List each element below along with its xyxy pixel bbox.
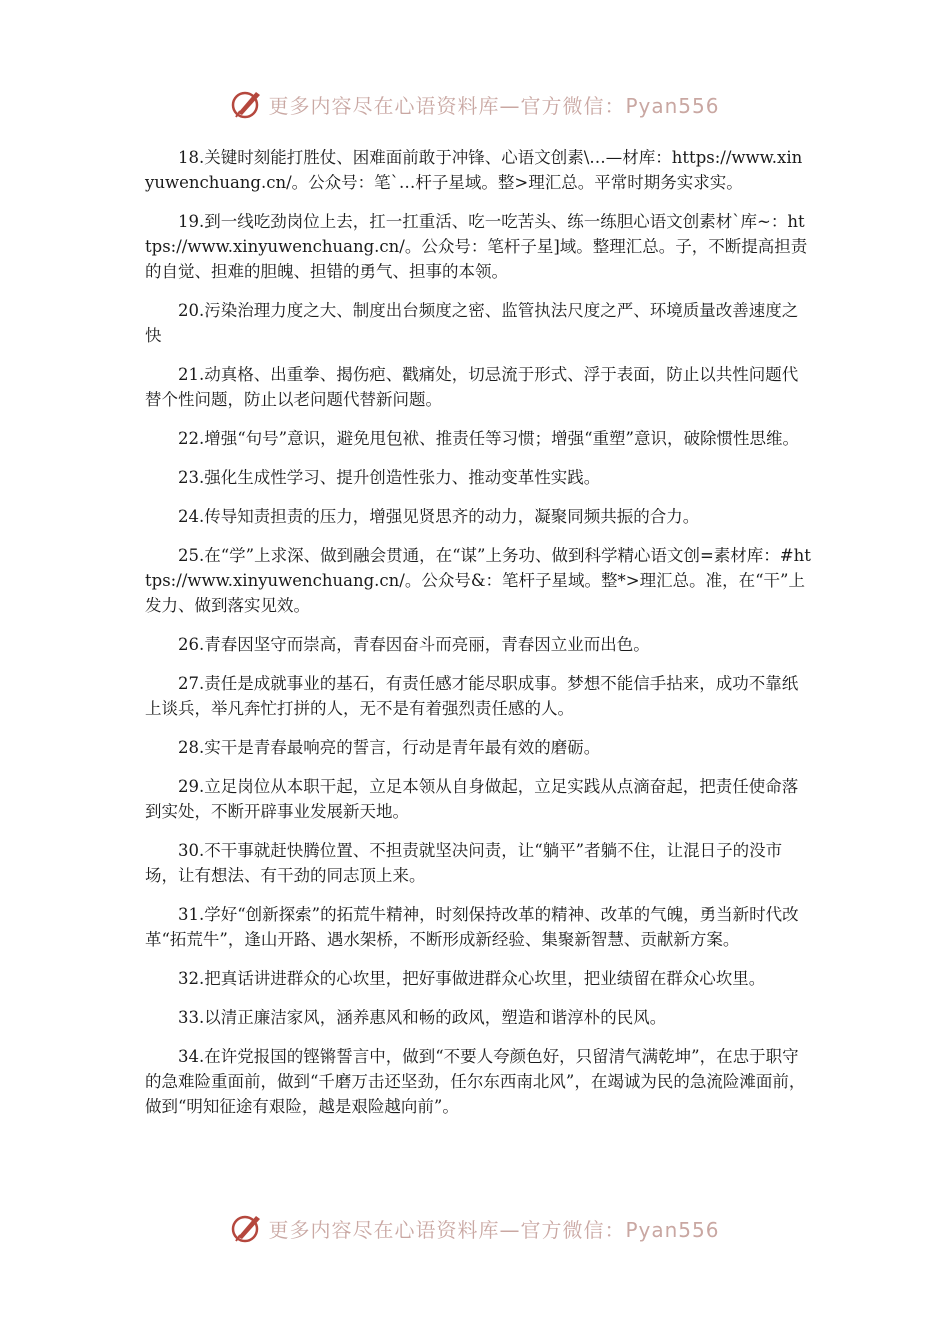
banner-text: 更多内容尽在心语资料库—官方微信：Pyan556 <box>268 93 720 118</box>
list-item: 29.立足岗位从本职干起，立足本领从自身做起，立足实践从点滴奋起，把责任使命落到实处，不断开辟事业发展新天地。 <box>145 777 799 821</box>
quill-logo-icon <box>230 87 264 121</box>
banner-text: 更多内容尽在心语资料库—官方微信：Pyan556 <box>268 1217 720 1242</box>
list-item: 25.在“学”上求深、做到融会贯通，在“谋”上务功、做到科学精心语文创=素材库：#https://www.xinyuwenchuang.cn/。公众号&：笔杆子星域。整*>理汇总。准，在“干”上发力、做到落实见效。 <box>145 546 811 615</box>
list-item: 27.责任是成就事业的基石，有责任感才能尽职成事。梦想不能信手拈来，成功不靠纸上谈兵，举凡奔忙打拼的人，无不是有着强烈责任感的人。 <box>145 674 799 718</box>
list-item: 24.传导知责担责的压力，增强见贤思齐的动力，凝聚同频共振的合力。 <box>178 507 700 526</box>
list-item: 32.把真话讲进群众的心坎里，把好事做进群众心坎里，把业绩留在群众心坎里。 <box>178 969 766 988</box>
footer-banner <box>0 1208 950 1248</box>
list-item: 19.到一线吃劲岗位上去，扛一扛重活、吃一吃苦头、练一练胆心语文创素材`库~：https://www.xinyuwenchuang.cn/。公众号：笔杆子星]域。整理汇总。子，不断提高担责的自觉、担难的胆魄、担错的勇气、担事的本领。 <box>145 212 808 281</box>
list-item: 30.不干事就赶快腾位置、不担责就坚决问责，让“躺平”者躺不住，让混日子的没市场，让有想法、有干劲的同志顶上来。 <box>145 841 783 885</box>
list-item: 23.强化生成性学习、提升创造性张力、推动变革性实践。 <box>178 468 601 487</box>
list-item: 18.关键时刻能打胜仗、困难面前敢于冲锋、心语文创素\…—材库：https://www.xinyuwenchuang.cn/。公众号：笔`…杆子星域。整>理汇总。平常时期务实求实。 <box>145 148 803 192</box>
list-item: 31.学好“创新探索”的拓荒牛精神，时刻保持改革的精神、改革的气魄，勇当新时代改革“拓荒牛”，逢山开路、遇水架桥，不断形成新经验、集聚新智慧、贡献新方案。 <box>145 905 799 949</box>
list-item: 34.在许党报国的铿锵誓言中，做到“不要人夸颜色好，只留清气满乾坤”，在忠于职守的急难险重面前，做到“千磨万击还坚劲，任尔东西南北风”，在竭诚为民的急流险滩面前，做到“明知征途有艰险，越是艰险越向前”。 <box>145 1047 806 1116</box>
header-banner <box>0 84 950 124</box>
list-item: 33.以清正廉洁家风，涵养惠风和畅的政风，塑造和谐淳朴的民风。 <box>178 1008 667 1027</box>
quill-logo-icon <box>230 1211 264 1245</box>
list-item: 22.增强“句号”意识，避免甩包袱、推责任等习惯；增强“重塑”意识，破除惯性思维。 <box>178 429 799 448</box>
list-item: 26.青春因坚守而崇高，青春因奋斗而亮丽，青春因立业而出色。 <box>178 635 650 654</box>
document-body <box>145 145 811 1133</box>
list-item: 20.污染治理力度之大、制度出台频度之密、监管执法尺度之严、环境质量改善速度之快 <box>145 301 799 345</box>
list-item: 21.动真格、出重拳、揭伤疤、戳痛处，切忌流于形式、浮于表面，防止以共性问题代替个性问题，防止以老问题代替新问题。 <box>145 365 799 409</box>
list-item: 28.实干是青春最响亮的誓言，行动是青年最有效的磨砺。 <box>178 738 601 757</box>
